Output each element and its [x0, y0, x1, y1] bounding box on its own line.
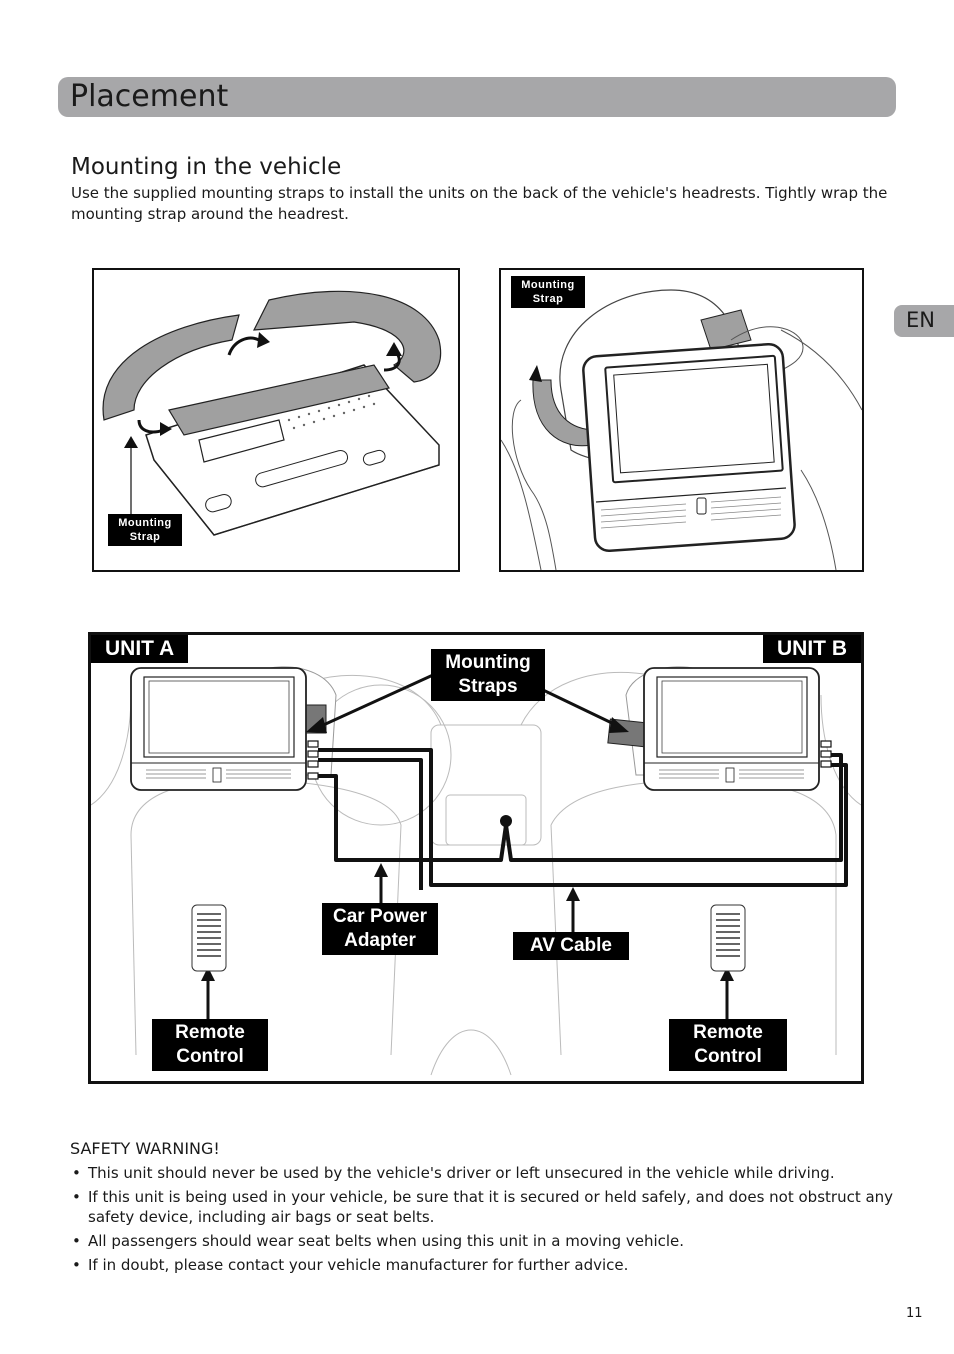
unit-on-headrest-illustration — [501, 270, 862, 570]
unit-b-label: UNIT B — [763, 635, 861, 663]
av-cable-label: AV Cable — [513, 932, 629, 960]
installation-overview-illustration — [91, 635, 861, 1081]
remote-control-label-left: Remote Control — [152, 1019, 268, 1071]
section-heading: Mounting in the vehicle — [71, 154, 342, 180]
remote-control-label-right: Remote Control — [669, 1019, 787, 1071]
mounting-straps-label: Mounting Straps — [431, 649, 545, 701]
mounting-strap-label: Mounting Strap — [511, 276, 585, 308]
car-power-adapter-label: Car Power Adapter — [322, 903, 438, 955]
safety-warning-list — [70, 1163, 900, 1279]
safety-warning-item: • If in doubt, please contact your vehicle manufacturer for further advice. — [70, 1255, 900, 1275]
mounting-strap-label: Mounting Strap — [108, 514, 182, 546]
safety-warning-item: • If this unit is being used in your vehicle, be sure that it is secured or held safely, and does not obstruct any safety device, including air bags or seat belts. — [70, 1187, 900, 1227]
unit-a-label: UNIT A — [91, 635, 188, 663]
safety-warning-item: • All passengers should wear seat belts when using this unit in a moving vehicle. — [70, 1231, 900, 1251]
language-tab-label: EN — [906, 308, 935, 332]
figure-installation-overview — [88, 632, 864, 1084]
page-title: Placement — [70, 79, 229, 114]
figure-unit-on-headrest — [499, 268, 864, 572]
page-number: 11 — [906, 1306, 923, 1321]
page-title-bar — [58, 77, 896, 117]
language-tab — [894, 305, 954, 337]
safety-warning-item: • This unit should never be used by the vehicle's driver or left unsecured in the vehicle while driving. — [70, 1163, 900, 1183]
safety-warning-title: SAFETY WARNING! — [70, 1139, 220, 1158]
figure-strap-on-unit — [92, 268, 460, 572]
intro-paragraph: Use the supplied mounting straps to install the units on the back of the vehicle's headrests. Tightly wrap the mounting strap around the headrest. — [71, 184, 888, 223]
